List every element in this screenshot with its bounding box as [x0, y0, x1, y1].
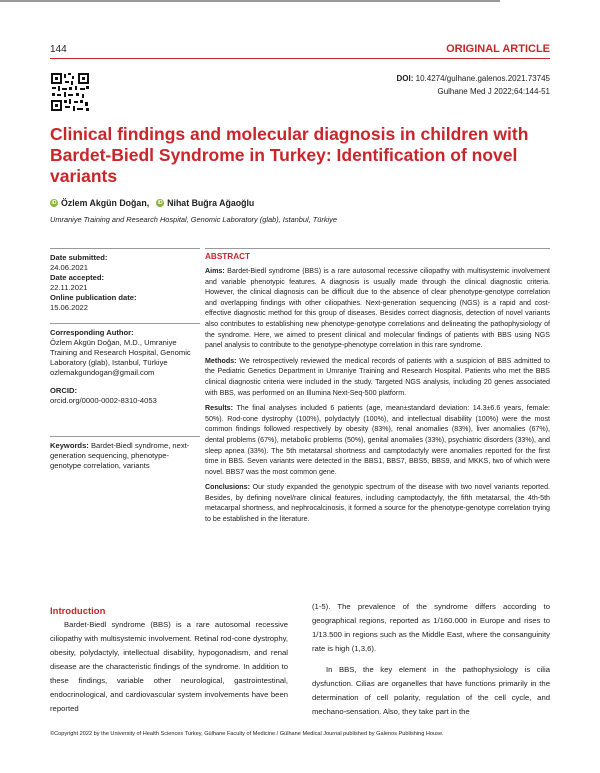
intro-heading: Introduction	[50, 606, 106, 617]
orcid-link[interactable]: orcid.org/0000-0002-8310-4053	[50, 396, 157, 405]
corresponding-author: Özlem Akgün Doğan, M.D., Umraniye Training and Research Hospital, Genomic Laboratory (glab), Istanbul, Türkiye	[50, 338, 191, 367]
citation-info	[397, 72, 550, 98]
keywords: Bardet-Biedl syndrome, next-generation sequencing, phenotype-genotype correlation, variants	[50, 441, 190, 470]
copyright-footer: ©Copyright 2022 by the University of Health Sciences Turkey, Gülhane Faculty of Medicine / Gülhane Medical Journal published by Galenos Publishing House.	[50, 731, 444, 737]
footer-rule	[0, 1, 500, 2]
section-label: ORIGINAL ARTICLE	[446, 43, 550, 55]
qr-code-icon[interactable]	[50, 72, 90, 112]
abstract-aims: Aims: Bardet-Biedl syndrome (BBS) is a rare autosomal recessive ciliopathy with multisystemic involvement and variable phenotypic features. A diagnosis is usually made through the clinical diagnostic criteria. However, the clinical diagnosis can be difficult due to the absence of clear phenotype-genotype correlation and overlapping findings with other ciliopathies. Next-generation sequencing (NGS) is a rapid and cost-effective diagnostic method for this group of diseases. Besides correct diagnosis, detection of novel variants also contributes to establishing new phenotype-genotype correlations and delineating the pathophysiology of the syndrome. Here, we aimed to present clinical and molecular findings of patients with BBS using NGS panel analysis to contribute to the genotype-phenotype correlation in this rare syndrome.	[205, 267, 550, 350]
accepted-date: 22.11.2021	[50, 283, 88, 292]
online-label: Online publication date:	[50, 293, 137, 302]
page-number: 144	[50, 44, 67, 55]
keywords-label: Keywords:	[50, 441, 89, 450]
journal-citation: Gulhane Med J 2022;64:144-51	[437, 87, 550, 96]
abstract-results: Results: The final analyses included 6 patients (age, mean±standard deviation: 14.3±6.6 years, female: 50%). Rod-cone dystrophy (100%), polydactyly (100%), and intellectual disability (100%) were the most common findings followed respectively by obesity (83%), renal anomalies (83%), liver anomalies (67%), dental problems (67%), metabolic problems (50%), genital anomalies (33%), psychiatric disorders (33%), and sleep apnea (33%). The 5th metatarsal shortness and camptodactyly were anomalies reported for the first time in BBS. Seven variants were detected in the BBS1, BBS7, BBS5, BBS9, and MKKS, two of which were novel. BBS7 was the most common gene.	[205, 404, 550, 476]
author-name: Nihat Buğra Ağaoğlu	[167, 198, 255, 208]
intro-column-2: (1-5). The prevalence of the syndrome differs according to geographical regions, reported as 1/160.000 in Europe and rises to 1/13.500 in regions such as the Middle East, where the consanguinity rate is high (1,3,6). In BBS, the key element in the pathophysiology is cilia dysfunction. Cilias are organelles that have functions primarily in the determination of cell polarity, regulation of the cell cycle, and mechano-sensation. Also, they take part in the	[312, 602, 550, 716]
author-name: Özlem Akgün Doğan,	[61, 198, 150, 208]
article-info-sidebar	[50, 248, 200, 475]
orcid-label: ORCID:	[50, 386, 77, 395]
intro-column-1: Bardet-Biedl syndrome (BBS) is a rare autosomal recessive ciliopathy with multisystemic involvement. Retinal rod-cone dystrophy, obesity, polydactyly, intellectual disability, hypogonadism, and renal disease are the characteristic findings of the syndrome. In addition to these findings, variable other neurological, gastrointestinal, endocrinological, and cardiovascular system involvements have been reported	[50, 620, 288, 713]
doi-label: DOI:	[396, 74, 414, 83]
abstract-methods: Methods: We retrospectively reviewed the medical records of patients with a suspicion of BBS admitted to the Pediatric Genetics Department in Umraniye Training and Research Hospital. Patients who met the BBS clinical diagnostic criteria were included in the study. Targeted NGS analysis, including 20 genes associated with BBS, was performed on an Illumina Next-Seq-500 platform.	[205, 356, 550, 397]
abstract-heading: ABSTRACT	[205, 252, 251, 261]
abstract	[205, 248, 550, 530]
orcid-icon[interactable]: iD	[51, 200, 57, 206]
author-list	[50, 198, 254, 208]
corresponding-label: Corresponding Author:	[50, 328, 134, 337]
article-title: Clinical findings and molecular diagnosis in children with Bardet-Biedl Syndrome in Turkey: Identification of novel variants	[50, 124, 529, 186]
submitted-label: Date submitted:	[50, 253, 108, 262]
accepted-label: Date accepted:	[50, 273, 105, 282]
affiliation: Umraniye Training and Research Hospital, Genomic Laboratory (glab), Istanbul, Türkiye	[50, 215, 337, 224]
corresponding-email[interactable]: ozlemakgundogan@gmail.com	[50, 368, 155, 377]
doi-link[interactable]: 10.4274/gulhane.galenos.2021.73745	[415, 74, 550, 83]
header-rule	[50, 58, 550, 59]
orcid-icon[interactable]: iD	[157, 200, 163, 206]
online-date: 15.06.2022	[50, 303, 89, 312]
submitted-date: 24.06.2021	[50, 263, 89, 272]
abstract-conclusions: Conclusions: Our study expanded the genotypic spectrum of the disease with two novel variants reported. Besides, by defining novel/rare clinical features, including camptodactyly, the fifth metatarsal, the 4th-5th metacarpal shortness, and nephrocalcinosis, it formed a source for the phenotype-genotype correlation trying to be established in the literature.	[205, 483, 550, 524]
